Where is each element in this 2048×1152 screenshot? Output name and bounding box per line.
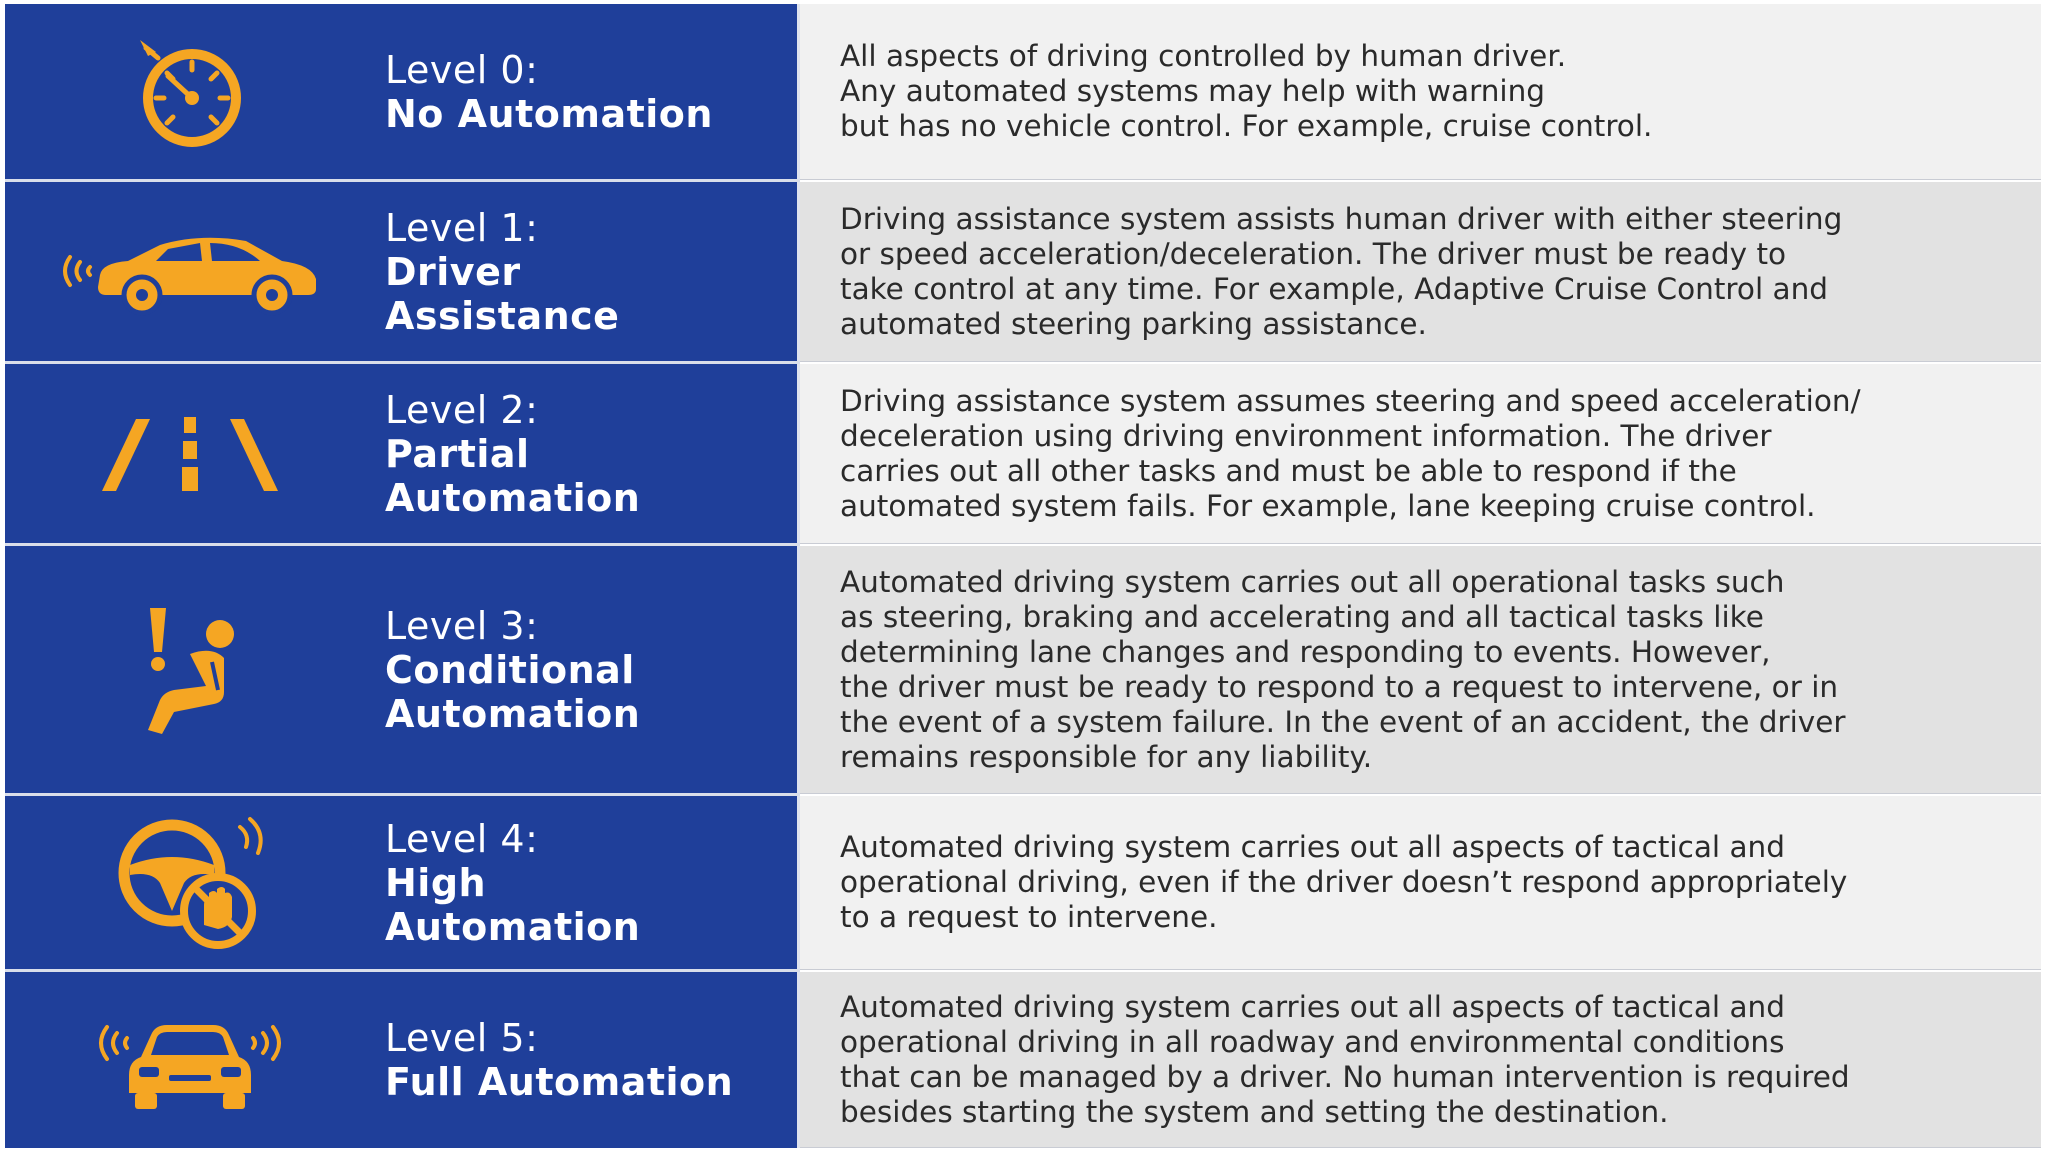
level-number-4: Level 4: bbox=[385, 817, 539, 861]
level-name-0: No Automation bbox=[385, 92, 713, 136]
level-description-1: Driving assistance system assists human driver with either steering or speed acceleration/deceleration. The driver must be ready to take control at any time. For example, Adaptive Cruise Control and automated steering parking assistance. bbox=[840, 201, 1843, 341]
level-number-3: Level 3: bbox=[385, 604, 539, 648]
level-label-cell-2 bbox=[5, 364, 800, 544]
level-description-5: Automated driving system carries out all aspects of tactical and operational driving in all roadway and environmental conditions that can be managed by a driver. No human intervention is required besides starting the system and setting the destination. bbox=[840, 989, 1850, 1129]
level-row-4 bbox=[5, 796, 2041, 970]
level-label-cell-0 bbox=[5, 4, 800, 180]
automation-levels-table bbox=[5, 4, 2041, 1148]
level-description-2: Driving assistance system assumes steering and speed acceleration/ deceleration using driving environment information. The driver carries out all other tasks and must be able to respond if the automated system fails. For example, lane keeping cruise control. bbox=[840, 383, 1861, 523]
level-row-2 bbox=[5, 364, 2041, 544]
road-lanes-icon bbox=[90, 409, 290, 499]
level-name-2: Partial Automation bbox=[385, 432, 641, 520]
level-row-3 bbox=[5, 546, 2041, 794]
level-description-cell-1 bbox=[800, 182, 2041, 362]
row-divider bbox=[5, 543, 800, 546]
autonomous-car-icon bbox=[85, 1005, 295, 1115]
level-label-cell-3 bbox=[5, 546, 800, 794]
level-description-cell-4 bbox=[800, 796, 2041, 970]
level-row-5 bbox=[5, 972, 2041, 1148]
level-description-cell-3 bbox=[800, 546, 2041, 794]
level-description-cell-0 bbox=[800, 4, 2041, 180]
level-description-3: Automated driving system carries out all operational tasks such as steering, braking and accelerating and all tactical tasks like determining lane changes and responding to events. However, the driver must be ready to respond to a request to intervene, or in the event of a system failure. In the event of an accident, the driver remains responsible for any liability. bbox=[840, 564, 1846, 774]
level-name-4: High Automation bbox=[385, 861, 641, 949]
level-row-0 bbox=[5, 4, 2041, 180]
seated-driver-alert-icon bbox=[120, 600, 260, 740]
level-description-cell-2 bbox=[800, 364, 2041, 544]
row-divider bbox=[5, 179, 800, 182]
row-divider bbox=[5, 361, 800, 364]
row-divider bbox=[5, 969, 800, 972]
car-signal-icon bbox=[50, 227, 330, 317]
level-row-1 bbox=[5, 182, 2041, 362]
level-name-5: Full Automation bbox=[385, 1060, 734, 1104]
level-number-0: Level 0: bbox=[385, 48, 539, 92]
level-number-5: Level 5: bbox=[385, 1016, 539, 1060]
level-number-2: Level 2: bbox=[385, 388, 539, 432]
level-description-4: Automated driving system carries out all aspects of tactical and operational driving, even if the driver doesn’t respond appropriately to a request to intervene. bbox=[840, 830, 1848, 934]
level-label-cell-4 bbox=[5, 796, 800, 970]
level-name-1: Driver Assistance bbox=[385, 250, 620, 338]
level-label-cell-5 bbox=[5, 972, 800, 1148]
row-divider bbox=[5, 793, 800, 796]
speedometer-icon bbox=[110, 32, 270, 152]
level-name-3: Conditional Automation bbox=[385, 648, 641, 736]
steering-wheel-no-hands-icon bbox=[90, 813, 290, 953]
level-number-1: Level 1: bbox=[385, 206, 539, 250]
level-label-cell-1 bbox=[5, 182, 800, 362]
level-description-cell-5 bbox=[800, 972, 2041, 1148]
level-description-0: All aspects of driving controlled by human driver. Any automated systems may help with warning but has no vehicle control. For example, cruise control. bbox=[840, 39, 1653, 143]
